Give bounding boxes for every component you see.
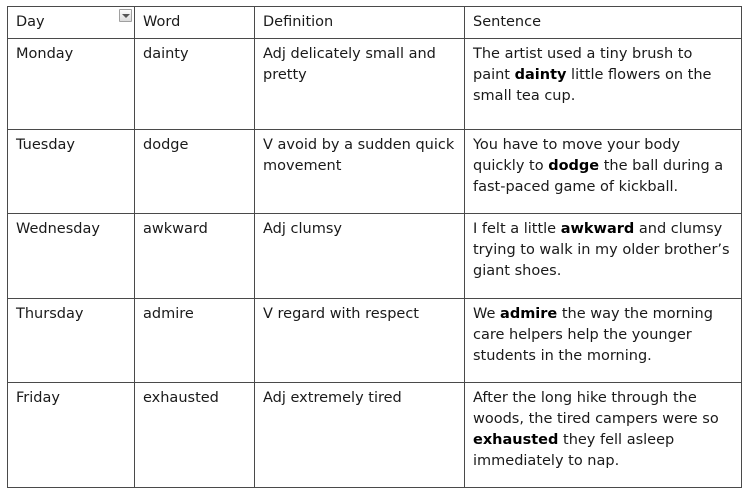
cell-definition: V avoid by a sudden quick movement (255, 130, 465, 214)
sentence-text: and clumsy trying to walk in my older brother’s giant shoes. (473, 221, 730, 279)
cell-sentence (465, 130, 742, 214)
cell-sentence (465, 299, 742, 383)
sentence-text: little flowers on the small tea cup. (473, 67, 712, 104)
table-row (8, 383, 742, 488)
sentence-keyword: awkward (560, 221, 635, 237)
sentence-keyword: admire (500, 306, 558, 322)
sentence-keyword: dodge (548, 158, 600, 174)
sentence-text: You have to move your body quickly to (473, 137, 681, 174)
cell-sentence (465, 383, 742, 488)
cell-day: Monday (8, 39, 135, 130)
sentence-text: the way the morning care helpers help the younger students in the morning. (473, 306, 713, 364)
cell-sentence (465, 39, 742, 130)
sentence-text: After the long hike through the woods, the tired campers were so (473, 390, 719, 427)
sentence-text: We (473, 306, 501, 322)
cell-day: Thursday (8, 299, 135, 383)
cell-word: dainty (135, 39, 255, 130)
filter-dropdown-button[interactable] (119, 9, 132, 22)
cell-definition: Adj extremely tired (255, 383, 465, 488)
cell-definition: Adj delicately small and pretty (255, 39, 465, 130)
sentence-text: The artist used a tiny brush to paint (473, 46, 693, 83)
cell-day: Wednesday (8, 214, 135, 299)
cell-day: Tuesday (8, 130, 135, 214)
header-definition: Definition (255, 7, 465, 39)
cell-definition: V regard with respect (255, 299, 465, 383)
chevron-down-icon (122, 14, 130, 18)
table-row (8, 299, 742, 383)
cell-word: admire (135, 299, 255, 383)
cell-definition: Adj clumsy (255, 214, 465, 299)
table-row (8, 39, 742, 130)
vocabulary-table (7, 6, 742, 488)
sentence-text: I felt a little (473, 221, 561, 237)
sentence-text: the ball during a fast-paced game of kickball. (473, 158, 724, 195)
cell-word: exhausted (135, 383, 255, 488)
cell-day: Friday (8, 383, 135, 488)
cell-sentence (465, 214, 742, 299)
sentence-keyword: exhausted (473, 432, 559, 448)
cell-word: dodge (135, 130, 255, 214)
sentence-keyword: dainty (514, 67, 567, 83)
header-day-label: Day (16, 14, 45, 30)
table-row (8, 130, 742, 214)
sentence-text: they fell asleep immediately to nap. (473, 432, 675, 469)
table-row (8, 214, 742, 299)
header-word: Word (135, 7, 255, 39)
cell-word: awkward (135, 214, 255, 299)
header-sentence: Sentence (465, 7, 742, 39)
header-row (8, 7, 742, 39)
header-day (8, 7, 135, 39)
